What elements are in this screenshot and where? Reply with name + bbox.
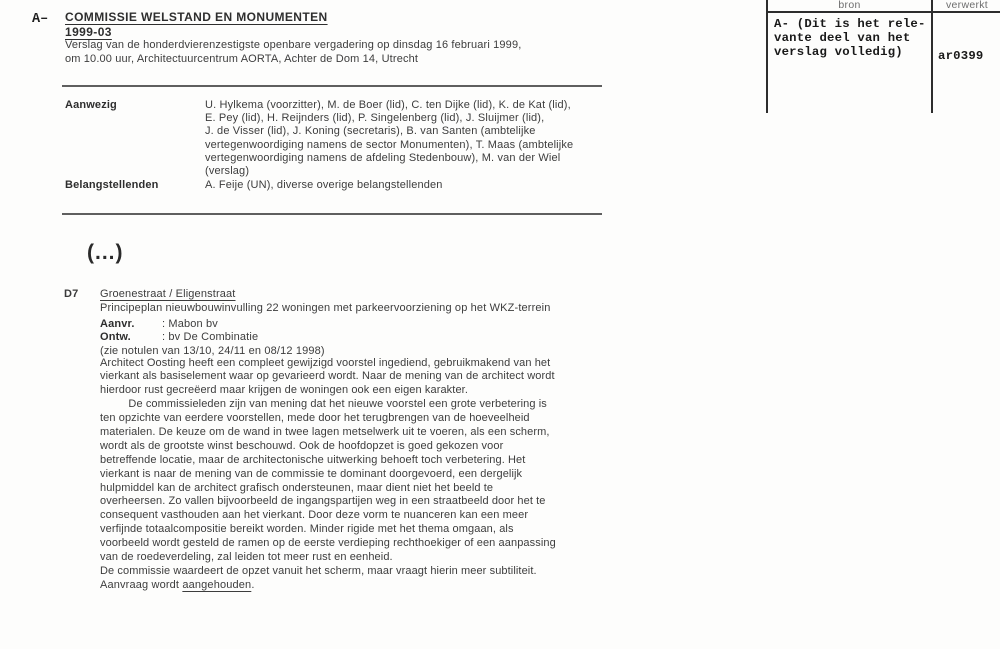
typewriter-source-note (774, 18, 926, 60)
body-line: wordt als de grootste winst beschouwd. Ook de hoofdopzet is goed gekozen voor (100, 439, 504, 452)
body-line: De commissieleden zijn van mening dat het nieuwe voorstel een grote verbetering is (100, 398, 547, 411)
document-title: COMMISSIE WELSTAND EN MONUMENTEN (65, 10, 328, 24)
body-line: voorbeeld wordt gesteld de ramen op de eerste verdieping rechthoekiger of een aanpassing (100, 537, 556, 550)
meeting-description-line-1: Verslag van de honderdvierenzestigste openbare vergadering op dinsdag 16 februari 1999, (65, 39, 522, 51)
present-line: (verslag) (205, 165, 250, 178)
present-line: E. Pey (lid), H. Reijnders (lid), P. Singelenberg (lid), J. Sluijmer (lid), (205, 111, 545, 124)
body-line: ten opzichte van eerdere voorstellen, mede door het terugbrengen van de hoeveelheid (100, 412, 530, 425)
item-code: D7 (64, 288, 79, 300)
interested-value: A. Feije (UN), diverse overige belangstellenden (205, 179, 443, 191)
body-line: betreffende locatie, maar de architectonische uitwerking behoeft toch verbetering. Het (100, 453, 526, 466)
divider-top (62, 85, 602, 87)
registration-table (766, 0, 1000, 113)
body-line: consequent vasthouden aan het vierkant. Door deze vorm te nuanceren kan een meer (100, 509, 529, 522)
margin-marker: A– (32, 12, 49, 27)
body-line: overheersen. Zo vallen bijvoorbeeld de ingangspartijen weg in een straatbeeld door het te (100, 495, 546, 508)
item-body-text (100, 357, 556, 579)
meeting-description-line-2: om 10.00 uur, Architectuurcentrum AORTA, Achter de Dom 14, Utrecht (65, 52, 419, 65)
designer-value: : bv De Combinatie (162, 331, 259, 343)
minutes-reference-note: (zie notulen van 13/10, 24/11 en 08/12 1998) (100, 344, 325, 357)
present-list (205, 99, 573, 179)
item-subtitle: Principeplan nieuwbouwinvulling 22 woningen met parkeervoorziening op het WKZ-terrein (100, 301, 551, 314)
applicant-value: : Mabon bv (162, 317, 218, 330)
closing-post: . (251, 579, 255, 591)
note-line: vante deel van het (774, 30, 911, 45)
omission-ellipsis: (...) (87, 241, 124, 264)
body-line: De commissie waardeert de opzet vanuit het scherm, maar vraagt hierin meer subtiliteit. (100, 564, 537, 577)
document-number: 1999-03 (65, 24, 112, 39)
verwerkt-column-header: verwerkt (945, 0, 989, 11)
body-line: hierdoor rust gecreëerd maar krijgen de woningen ook een eigen karakter. (100, 384, 468, 397)
note-line: A- (Dit is het rele- (774, 17, 926, 31)
applicant-label: Aanvr. (100, 317, 135, 330)
designer-label: Ontw. (100, 331, 131, 343)
bron-column-header: bron (838, 0, 861, 11)
closing-decision-word: aangehouden (182, 579, 252, 591)
processed-code: ar0399 (938, 49, 984, 63)
body-line: verfijnde totaalcompositie bereikt worden. Minder rigide met het thema omgaan, als (100, 523, 514, 536)
header-underline (768, 11, 1000, 13)
closing-sentence (100, 579, 255, 592)
divider-middle (62, 213, 602, 215)
body-line: materialen. De keuze om de wand in twee lagen metselwerk uit te voeren, als een scherm, (100, 425, 550, 438)
note-line: verslag volledig) (774, 44, 903, 59)
body-line: Architect Oosting heeft een compleet gewijzigd voorstel ingediend, gebruikmakend van het (100, 356, 551, 369)
item-title: Groenestraat / Eligenstraat (100, 288, 236, 300)
column-separator-line (931, 0, 933, 113)
closing-pre: Aanvraag wordt (100, 579, 183, 591)
present-line: U. Hylkema (voorzitter), M. de Boer (lid), C. ten Dijke (lid), K. de Kat (lid), (205, 98, 571, 111)
interested-label: Belangstellenden (65, 179, 159, 191)
present-line: vertegenwoordiging namens de sector Monumenten), T. Maas (ambtelijke (205, 138, 574, 151)
present-line: vertegenwoordiging namens de afdeling Stedenbouw), M. van der Wiel (205, 152, 561, 165)
body-line: vierkant is naar de mening van de commissie te dominant doorgevoerd, een dergelijk (100, 467, 523, 480)
body-line: van de roedeverdeling, zal leiden tot meer rust en eenheid. (100, 550, 393, 563)
body-line: hulpmiddel kan de architect grafisch ondersteunen, maar dient niet het beeld te (100, 481, 494, 494)
body-line: vierkant als basiselement waar op gevarieerd wordt. Naar de mening van de architect wordt (100, 370, 555, 383)
present-line: J. de Visser (lid), J. Koning (secretaris), B. van Santen (ambtelijke (205, 125, 536, 138)
present-label: Aanwezig (65, 99, 117, 111)
